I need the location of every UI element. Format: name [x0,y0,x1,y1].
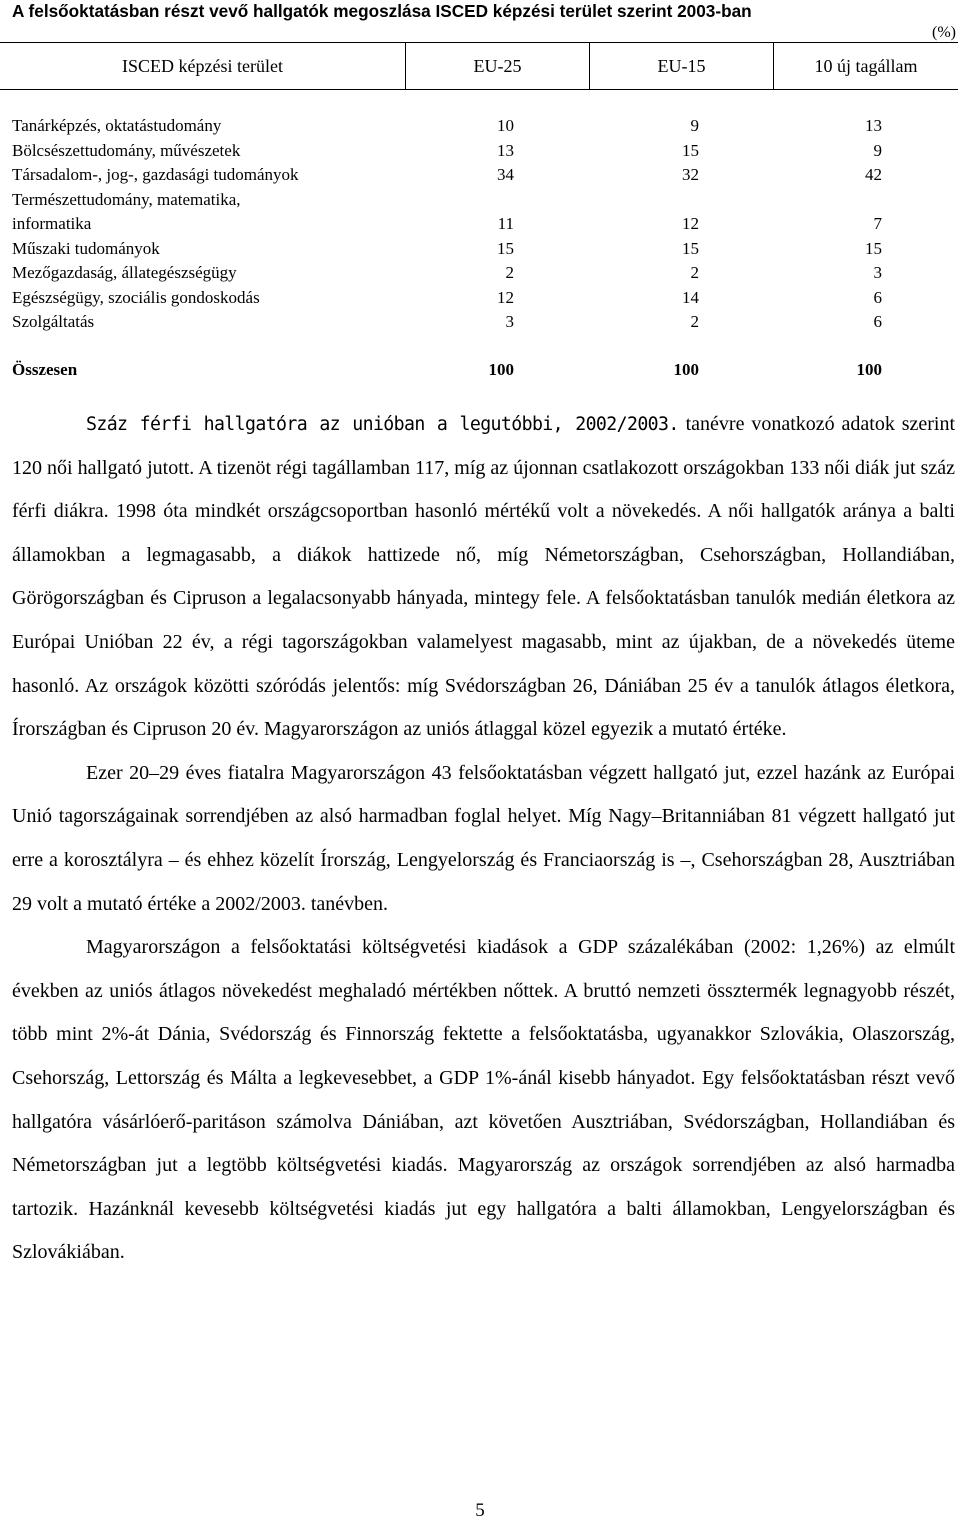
cell-new-members: 9 [873,140,882,160]
cell-new-members: 15 [865,238,882,258]
row-label: Természettudomány, matematika, informatika [12,189,241,233]
total-eu25: 100 [488,359,514,379]
cell-new-members: 3 [873,263,882,282]
table-row [0,163,958,188]
cell-eu15: 12 [682,214,699,233]
table-row [0,237,958,262]
cell-eu25: 3 [505,312,514,331]
total-new-members: 100 [856,359,882,379]
row-label: Tanárképzés, oktatástudomány [12,116,222,135]
row-label: Társadalom-, jog-, gazdasági tudományok [12,165,299,184]
table-row [0,114,958,139]
table-row [0,286,958,311]
table-body [0,114,958,382]
cell-new-members: 6 [873,312,882,331]
cell-eu15: 2 [690,312,699,331]
table-row [0,310,958,335]
row-label: Egészségügy, szociális gondoskodás [12,287,260,307]
table-row [0,139,958,164]
table-row [0,188,958,237]
page-number: 5 [475,1500,485,1521]
cell-eu15: 9 [690,116,699,135]
table-row [0,261,958,286]
total-eu15: 100 [673,359,699,379]
paragraph-1-part-d: 1998 óta mindkét országcsoportban hasonló mértékű volt a növekedés. A női hallgatók aránya a balti államokban a legmagasabb, a diákok hattizede nő, míg Németországban, Csehországban, Hollandiában, Görögországban és Cipruson a legalacsonyabb hányada, mintegy fele. A felsőoktatásban tanulók medián életkora az Európai Unióban 22 év, a régi tagországokban valamelyest magasabb, mint az újakban, de a növekedés üteme hasonló. Az országok közötti szóródás jelentős: míg Svédországban 26, Dániában 25 év a tanulók átlagos életkora, Írországban és Cipruson 20 év. Magyarországon az uniós átlaggal közel egyezik a mutató értéke. [12,500,955,741]
cell-eu15: 32 [682,165,699,184]
cell-new-members: 6 [873,287,882,307]
cell-eu25: 12 [497,287,514,307]
cell-new-members: 42 [865,165,882,184]
header-new-members: 10 új tagállam [814,55,918,76]
total-label: Összesen [12,359,78,379]
row-label: Bölcsészettudomány, művészetek [12,140,241,160]
cell-eu25: 34 [497,165,514,184]
cell-new-members: 13 [865,116,882,135]
paragraph-2: Ezer 20–29 éves fiatalra Magyarországon 43 felsőoktatásban végzett hallgató jut, ezzel hazánk az Európai Unió tagországainak sorrendjében az alsó harmadban foglal helyet. Míg Nagy–Britanniában 81 végzett hallgató jut erre a korosztályra – és ehhez közelít Írország, Lengyelország és Franciaország is –, Csehországban 28, Ausztriában 29 volt a mutató értéke a 2002/2003. tanévben. [12,761,955,915]
cell-eu15: 15 [682,140,699,160]
cell-eu25: 11 [497,214,514,233]
table-title: A felsőoktatásban részt vevő hallgatók megoszlása ISCED képzési terület szerint 2003-ban [12,1,752,21]
cell-eu15: 14 [682,287,699,307]
table-total-row [0,358,958,383]
paragraph-3: Magyarországon a felsőoktatási költségvetési kiadások a GDP százalékában (2002: 1,26%) az elmúlt években az uniós átlagos növekedést meghaladó mértékben nőttek. A bruttó nemzeti össztermék legnagyobb részét, több mint 2%-át Dánia, Svédország és Finnország fektette a felsőoktatásba, ugyanakkor Szlovákia, Olaszország, Csehország, Lettország és Málta a legkevesebbet, a GDP 1%-ánál kisebb hányadot. Egy felsőoktatásban részt vevő hallgatóra vásárlóerő-paritáson számolva Dániában, azt követően Ausztriában, Svédországban, Hollandiában és Németországban jut a legtöbb költségvetési kiadás. Magyarország az országok sorrendjében az alsó harmadba tartozik. Hazánknál kevesebb költségvetési kiadás jut egy hallgatóra a balti államokban, Lengyelországban és Szlovákiában. [12,936,955,1264]
header-isced: ISCED képzési terület [0,43,406,89]
cell-eu15: 2 [690,263,699,282]
cell-new-members: 7 [873,214,882,233]
cell-eu25: 15 [497,238,514,258]
header-eu15: EU-15 [590,43,774,89]
paragraph-1-part-a: Száz férfi hallgatóra az unióban a legutóbbi, 2002/2003. [86,414,679,435]
row-label: Mezőgazdaság, állategészségügy [12,263,237,282]
cell-eu15: 15 [682,238,699,258]
header-eu25: EU-25 [406,43,590,89]
table-header [0,42,958,90]
cell-eu25: 2 [505,263,514,282]
paragraph-1 [12,403,955,752]
cell-eu25: 13 [497,140,514,160]
cell-eu25: 10 [497,116,514,135]
row-label: Műszaki tudományok [12,238,160,258]
body-text [12,403,955,1275]
row-label: Szolgáltatás [12,312,95,331]
paragraph-1-part-b: tanévre vonatkozó adatok szerint 120 női hallgató jutott. [12,413,955,479]
paragraph-1-part-c: A tizenöt régi tagállamban 117, míg az újonnan csatlakozott országokban 133 női diák jut száz férfi diákra. [12,456,955,523]
unit-label: (%) [932,24,956,41]
